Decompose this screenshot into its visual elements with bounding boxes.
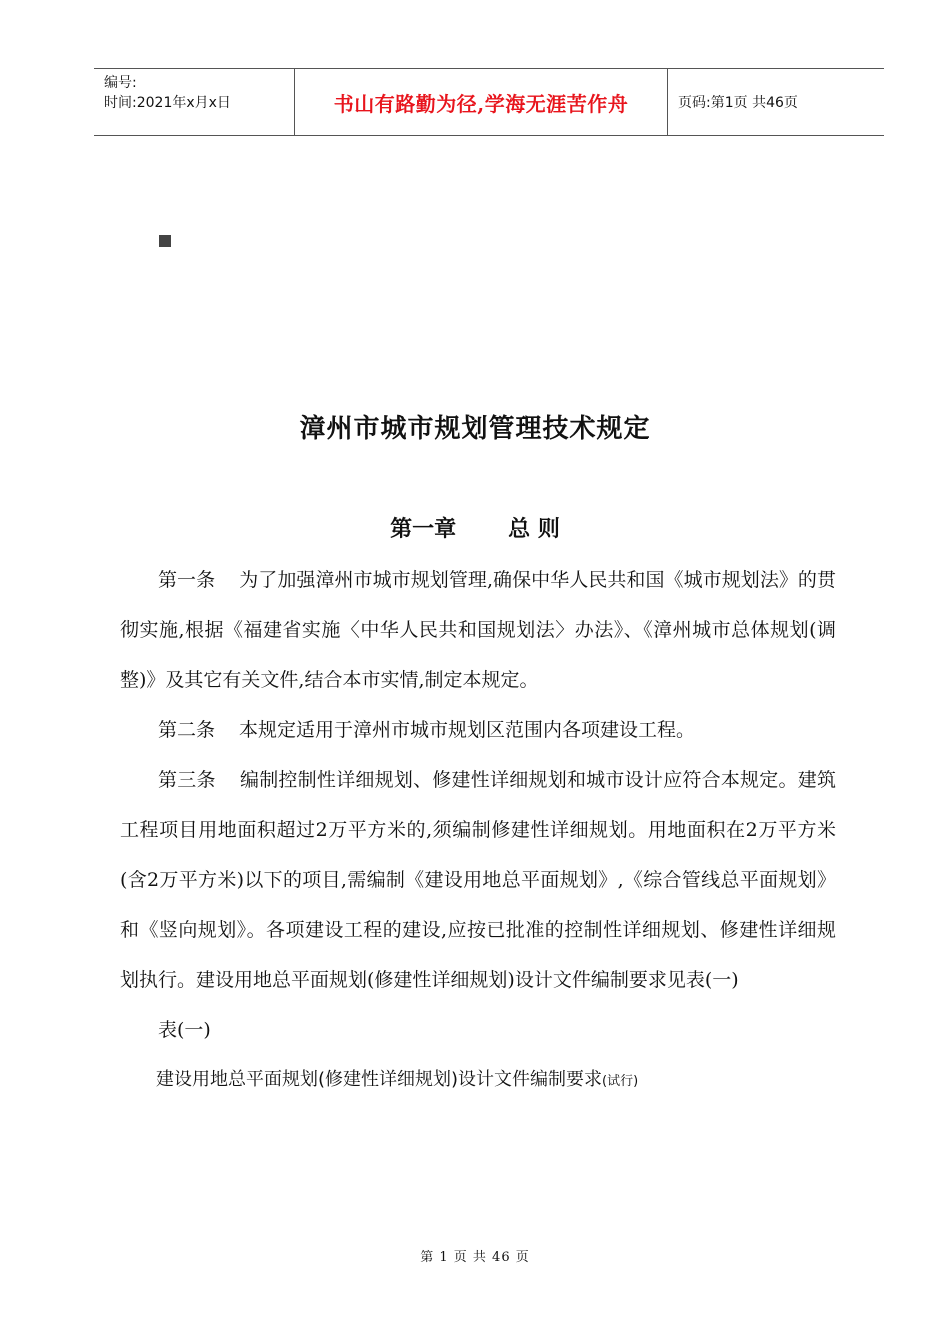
article-label: 第一条 [158,569,216,591]
article-text: 编制控制性详细规划、修建性详细规划和城市设计应符合本规定。建筑工程项目用地面积超过2万平方米的,须编制修建性详细规划。用地面积在2万平方米(含2万平方米)以下的项目,需编制《建设用地总平面规划》,《综合管线总平面规划》和《竖向规划》。各项建设工程的建设,应按已批准的控制性详细规划、修建性详细规划执行。建设用地总平面规划(修建性详细规划)设计文件编制要求见表(一) [120,769,836,991]
header-meta-cell [94,69,295,135]
motto: 书山有路勤为径,学海无涯苦作舟 [333,91,629,116]
body-text [120,555,836,1107]
header-table [94,68,884,136]
document-title: 漳州市城市规划管理技术规定 [299,414,651,444]
page-info: 页码:第1页 共46页 [678,95,798,111]
article-1 [120,555,836,705]
header-page-cell [668,69,884,135]
time-label: 时间:2021年x月x日 [104,95,231,111]
page-footer: 第 1 页 共 46 页 [420,1250,530,1265]
chapter-number: 第一章 [390,517,457,542]
chapter-heading [0,512,950,543]
article-text: 本规定适用于漳州市城市规划区范围内各项建设工程。 [239,719,696,741]
table-title-note: (试行) [602,1074,639,1089]
article-3 [120,755,836,1005]
table-title-text: 建设用地总平面规划(修建性详细规划)设计文件编制要求 [156,1069,603,1090]
chapter-name: 总 则 [508,517,560,542]
table-label: 表(一) [158,1019,211,1041]
square-bullet-icon [159,235,171,247]
article-2 [120,705,836,755]
article-label: 第二条 [158,719,216,741]
table-title [120,1055,836,1107]
article-label: 第三条 [158,769,216,791]
header-motto-cell [295,69,668,135]
article-text: 为了加强漳州市城市规划管理,确保中华人民共和国《城市规划法》的贯彻实施,根据《福建省实施〈中华人民共和国规划法〉办法》、《漳州城市总体规划(调整)》及其它有关文件,结合本市实情,制定本规定。 [120,569,836,691]
number-label: 编号: [104,75,137,91]
